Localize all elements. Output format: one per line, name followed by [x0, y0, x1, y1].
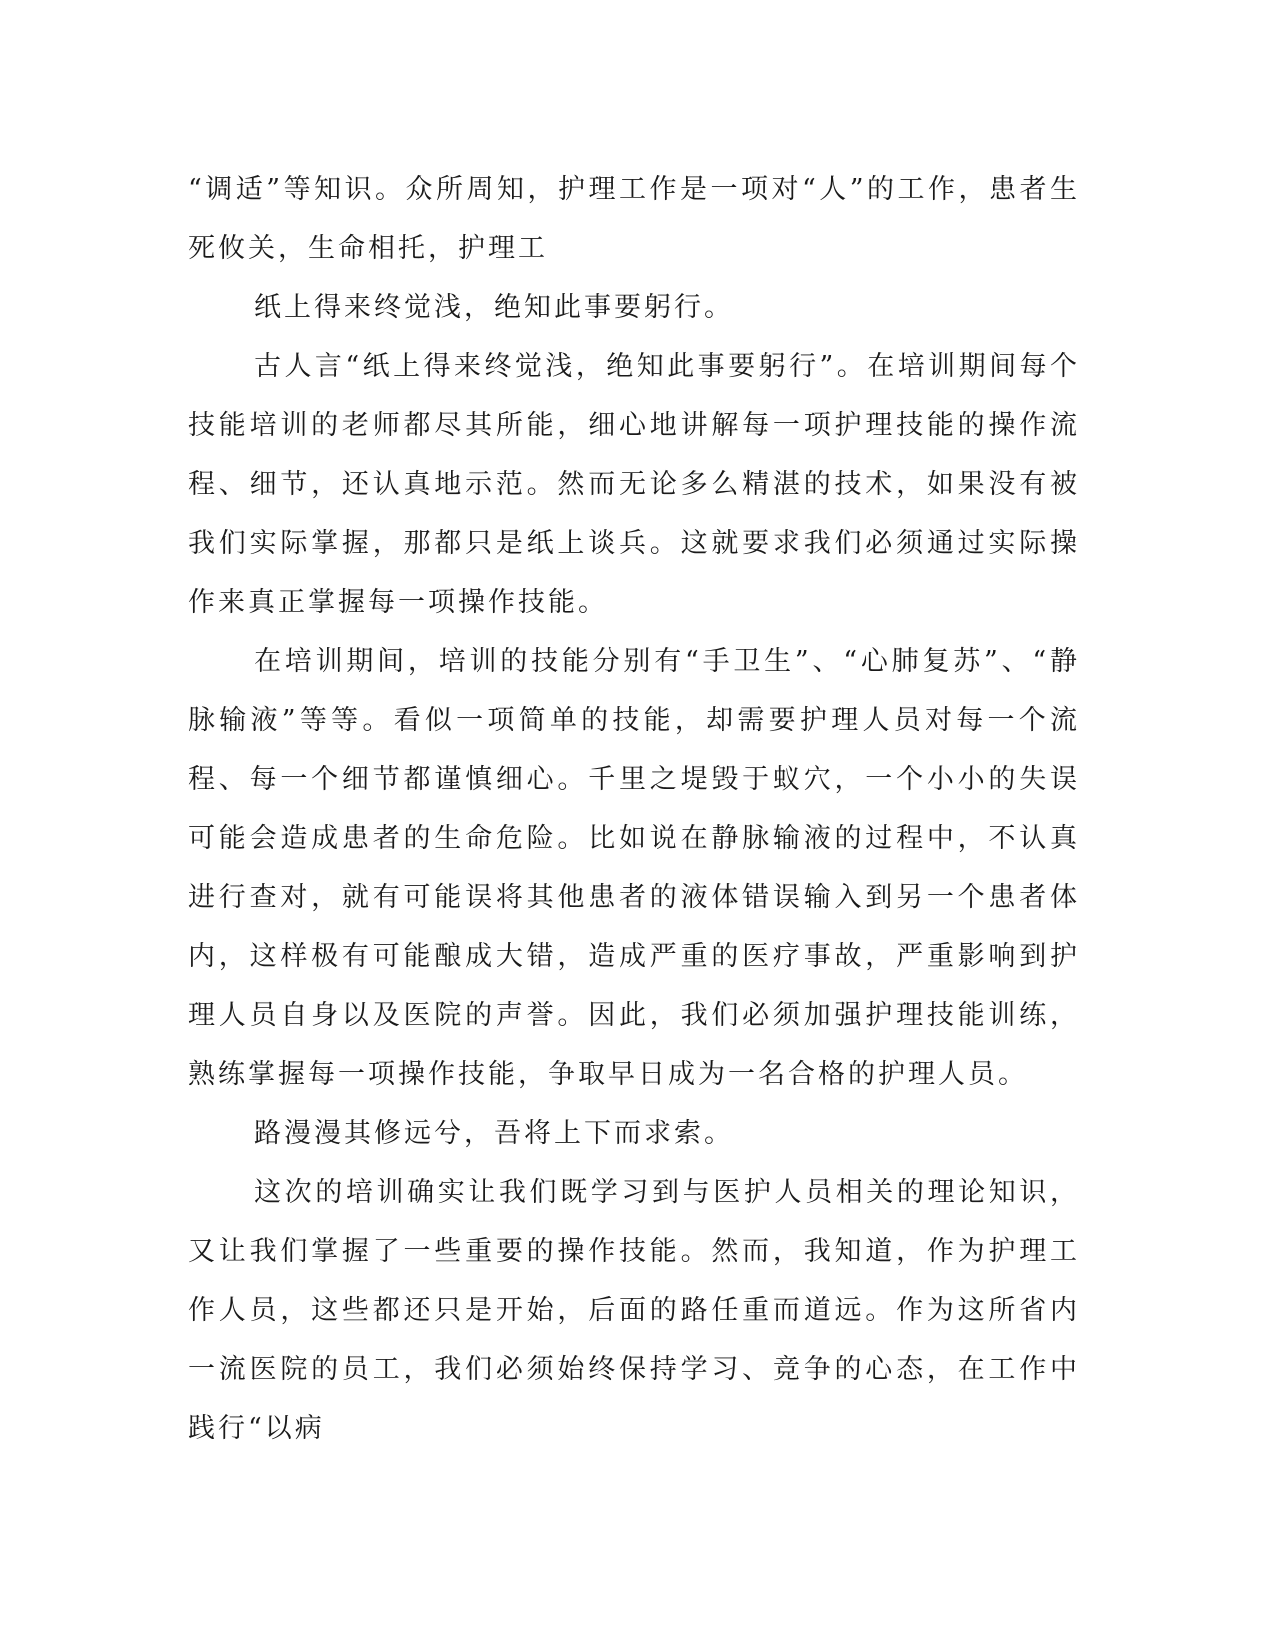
paragraph-5: 路漫漫其修远兮，吾将上下而求索。 — [254, 1118, 734, 1149]
paragraph-1: “调适”等知识。众所周知，护理工作是一项对“人”的工作，患者生死攸关，生命相托，护理工 — [188, 174, 1080, 264]
paragraph-4: 在培训期间，培训的技能分别有“手卫生”、“心肺复苏”、“静脉输液”等等。看似一项简单的技能，却需要护理人员对每一个流程、每一个细节都谨慎细心。千里之堤毁于蚁穴，一个小小的失误可能会造成患者的生命危险。比如说在静脉输液的过程中，不认真进行查对，就有可能误将其他患者的液体错误输入到另一个患者体内，这样极有可能酿成大错，造成严重的医疗事故，严重影响到护理人员自身以及医院的声誉。因此，我们必须加强护理技能训练，熟练掌握每一项操作技能，争取早日成为一名合格的护理人员。 — [188, 646, 1080, 1090]
paragraph-6: 这次的培训确实让我们既学习到与医护人员相关的理论知识，又让我们掌握了一些重要的操作技能。然而，我知道，作为护理工作人员，这些都还只是开始，后面的路任重而道远。作为这所省内一流医院的员工，我们必须始终保持学习、竞争的心态，在工作中践行“以病 — [188, 1177, 1080, 1444]
paragraph-3: 古人言“纸上得来终觉浅，绝知此事要躬行”。在培训期间每个技能培训的老师都尽其所能，细心地讲解每一项护理技能的操作流程、细节，还认真地示范。然而无论多么精湛的技术，如果没有被我们实际掌握，那都只是纸上谈兵。这就要求我们必须通过实际操作来真正掌握每一项操作技能。 — [188, 351, 1080, 618]
paragraph-2: 纸上得来终觉浅，绝知此事要躬行。 — [254, 292, 734, 323]
body-text — [188, 160, 1080, 1458]
